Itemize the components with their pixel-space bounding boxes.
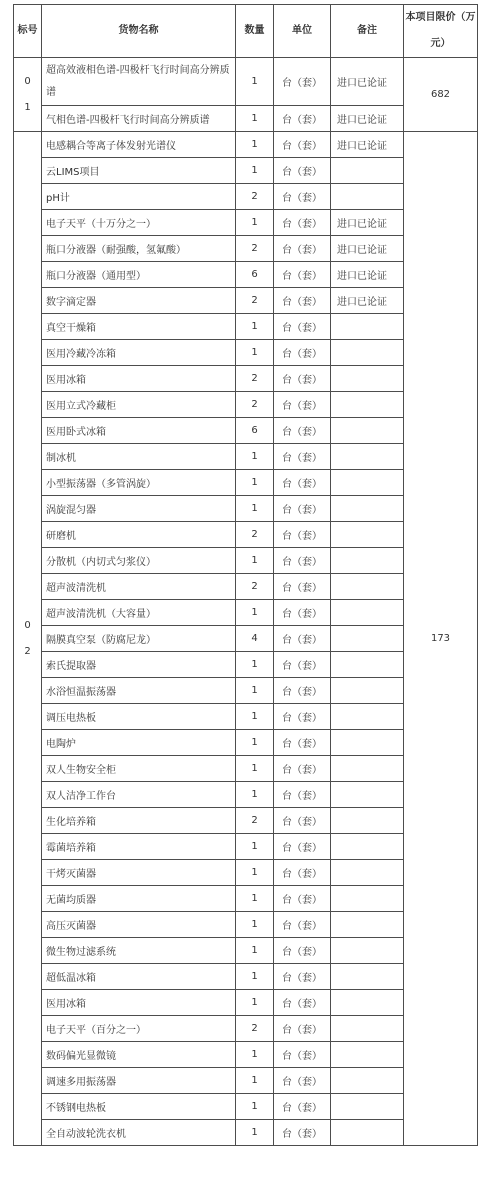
note-cell (331, 626, 404, 652)
note-cell: 进口已论证 (331, 288, 404, 314)
note-cell (331, 366, 404, 392)
quantity-cell: 1 (236, 886, 274, 912)
quantity-cell: 6 (236, 262, 274, 288)
quantity-cell: 1 (236, 912, 274, 938)
goods-name-cell: 电感耦合等离子体发射光谱仪 (42, 132, 236, 158)
note-cell (331, 990, 404, 1016)
unit-cell: 台（套） (274, 574, 331, 600)
goods-name-cell: 真空干燥箱 (42, 314, 236, 340)
note-cell (331, 158, 404, 184)
unit-cell: 台（套） (274, 444, 331, 470)
quantity-cell: 2 (236, 366, 274, 392)
note-cell (331, 1016, 404, 1042)
note-cell (331, 704, 404, 730)
goods-name-cell: 数码偏光显微镜 (42, 1042, 236, 1068)
goods-name-cell: 气相色谱-四极杆飞行时间高分辨质谱 (42, 106, 236, 132)
quantity-cell: 1 (236, 548, 274, 574)
note-cell: 进口已论证 (331, 236, 404, 262)
note-cell (331, 470, 404, 496)
unit-cell: 台（套） (274, 314, 331, 340)
note-cell (331, 886, 404, 912)
goods-name-cell: 分散机（内切式匀浆仪） (42, 548, 236, 574)
unit-cell: 台（套） (274, 1016, 331, 1042)
note-cell: 进口已论证 (331, 106, 404, 132)
group-index: 01 (14, 58, 42, 132)
goods-name-cell: 医用冰箱 (42, 366, 236, 392)
note-cell (331, 912, 404, 938)
goods-name-cell: 涡旋混匀器 (42, 496, 236, 522)
note-cell (331, 392, 404, 418)
goods-name-cell: 制冰机 (42, 444, 236, 470)
header-note: 备注 (331, 5, 404, 58)
note-cell (331, 444, 404, 470)
note-cell (331, 756, 404, 782)
quantity-cell: 1 (236, 1094, 274, 1120)
note-cell (331, 964, 404, 990)
goods-name-cell: 云LIMS项目 (42, 158, 236, 184)
note-cell (331, 834, 404, 860)
goods-name-cell: 干烤灭菌器 (42, 860, 236, 886)
quantity-cell: 1 (236, 1068, 274, 1094)
note-cell (331, 522, 404, 548)
quantity-cell: 1 (236, 704, 274, 730)
quantity-cell: 2 (236, 574, 274, 600)
goods-name-cell: 不锈钢电热板 (42, 1094, 236, 1120)
quantity-cell: 1 (236, 834, 274, 860)
note-cell: 进口已论证 (331, 58, 404, 106)
header-quantity: 数量 (236, 5, 274, 58)
note-cell (331, 340, 404, 366)
note-cell (331, 808, 404, 834)
goods-name-cell: 无菌均质器 (42, 886, 236, 912)
unit-cell: 台（套） (274, 782, 331, 808)
goods-name-cell: 电陶炉 (42, 730, 236, 756)
note-cell (331, 314, 404, 340)
goods-name-cell: 超低温冰箱 (42, 964, 236, 990)
quantity-cell: 1 (236, 444, 274, 470)
unit-cell: 台（套） (274, 886, 331, 912)
note-cell (331, 678, 404, 704)
quantity-cell: 1 (236, 990, 274, 1016)
unit-cell: 台（套） (274, 58, 331, 106)
unit-cell: 台（套） (274, 470, 331, 496)
quantity-cell: 1 (236, 860, 274, 886)
unit-cell: 台（套） (274, 834, 331, 860)
goods-name-cell: 医用立式冷藏柜 (42, 392, 236, 418)
goods-name-cell: 小型振荡器（多管涡旋） (42, 470, 236, 496)
quantity-cell: 1 (236, 652, 274, 678)
unit-cell: 台（套） (274, 964, 331, 990)
header-goods-name: 货物名称 (42, 5, 236, 58)
quantity-cell: 1 (236, 938, 274, 964)
quantity-cell: 6 (236, 418, 274, 444)
unit-cell: 台（套） (274, 626, 331, 652)
quantity-cell: 1 (236, 964, 274, 990)
table-row (14, 58, 478, 106)
goods-name-cell: 霉菌培养箱 (42, 834, 236, 860)
unit-cell: 台（套） (274, 990, 331, 1016)
goods-name-cell: 调压电热板 (42, 704, 236, 730)
quantity-cell: 2 (236, 236, 274, 262)
unit-cell: 台（套） (274, 1042, 331, 1068)
goods-name-cell: 水浴恒温振荡器 (42, 678, 236, 704)
unit-cell: 台（套） (274, 808, 331, 834)
note-cell (331, 860, 404, 886)
note-cell (331, 418, 404, 444)
unit-cell: 台（套） (274, 912, 331, 938)
goods-name-cell: 双人生物安全柜 (42, 756, 236, 782)
note-cell (331, 938, 404, 964)
goods-name-cell: 全自动波轮洗衣机 (42, 1120, 236, 1146)
goods-name-cell: pH计 (42, 184, 236, 210)
goods-name-cell: 高压灭菌器 (42, 912, 236, 938)
note-cell (331, 1094, 404, 1120)
unit-cell: 台（套） (274, 184, 331, 210)
goods-name-cell: 电子天平（十万分之一） (42, 210, 236, 236)
goods-name-cell: 超声波清洗机 (42, 574, 236, 600)
quantity-cell: 2 (236, 288, 274, 314)
unit-cell: 台（套） (274, 1068, 331, 1094)
goods-name-cell: 微生物过滤系统 (42, 938, 236, 964)
unit-cell: 台（套） (274, 418, 331, 444)
note-cell (331, 548, 404, 574)
quantity-cell: 1 (236, 1120, 274, 1146)
table-body (14, 58, 478, 1146)
quantity-cell: 2 (236, 392, 274, 418)
quantity-cell: 1 (236, 782, 274, 808)
goods-name-cell: 研磨机 (42, 522, 236, 548)
unit-cell: 台（套） (274, 1094, 331, 1120)
note-cell: 进口已论证 (331, 210, 404, 236)
note-cell (331, 574, 404, 600)
goods-name-cell: 医用冷藏冷冻箱 (42, 340, 236, 366)
unit-cell: 台（套） (274, 236, 331, 262)
goods-name-cell: 隔膜真空泵（防腐尼龙） (42, 626, 236, 652)
table-row (14, 132, 478, 158)
note-cell: 进口已论证 (331, 262, 404, 288)
goods-name-cell: 双人洁净工作台 (42, 782, 236, 808)
quantity-cell: 1 (236, 106, 274, 132)
note-cell (331, 496, 404, 522)
quantity-cell: 1 (236, 730, 274, 756)
note-cell (331, 730, 404, 756)
goods-name-cell: 瓶口分液器（耐强酸，氢氟酸） (42, 236, 236, 262)
goods-name-cell: 超声波清洗机（大容量） (42, 600, 236, 626)
note-cell (331, 600, 404, 626)
quantity-cell: 1 (236, 58, 274, 106)
note-cell (331, 1068, 404, 1094)
unit-cell: 台（套） (274, 522, 331, 548)
quantity-cell: 1 (236, 496, 274, 522)
quantity-cell: 2 (236, 1016, 274, 1042)
quantity-cell: 1 (236, 210, 274, 236)
quantity-cell: 2 (236, 184, 274, 210)
goods-name-cell: 超高效液相色谱-四极杆飞行时间高分辨质谱 (42, 58, 236, 106)
procurement-table (13, 4, 478, 1146)
unit-cell: 台（套） (274, 262, 331, 288)
goods-name-cell: 调速多用振荡器 (42, 1068, 236, 1094)
quantity-cell: 1 (236, 340, 274, 366)
group-price-limit: 173 (404, 132, 478, 1146)
header-price-limit: 本项目限价（万元） (404, 5, 478, 58)
unit-cell: 台（套） (274, 496, 331, 522)
goods-name-cell: 电子天平（百分之一） (42, 1016, 236, 1042)
note-cell (331, 1120, 404, 1146)
group-price-limit: 682 (404, 58, 478, 132)
group-index: 02 (14, 132, 42, 1146)
unit-cell: 台（套） (274, 288, 331, 314)
quantity-cell: 1 (236, 600, 274, 626)
unit-cell: 台（套） (274, 106, 331, 132)
quantity-cell: 1 (236, 132, 274, 158)
unit-cell: 台（套） (274, 158, 331, 184)
goods-name-cell: 数字滴定器 (42, 288, 236, 314)
quantity-cell: 2 (236, 522, 274, 548)
goods-name-cell: 生化培养箱 (42, 808, 236, 834)
unit-cell: 台（套） (274, 730, 331, 756)
unit-cell: 台（套） (274, 210, 331, 236)
unit-cell: 台（套） (274, 340, 331, 366)
unit-cell: 台（套） (274, 1120, 331, 1146)
unit-cell: 台（套） (274, 756, 331, 782)
unit-cell: 台（套） (274, 860, 331, 886)
table-header-row (14, 5, 478, 58)
quantity-cell: 1 (236, 470, 274, 496)
unit-cell: 台（套） (274, 678, 331, 704)
goods-name-cell: 医用卧式冰箱 (42, 418, 236, 444)
unit-cell: 台（套） (274, 132, 331, 158)
unit-cell: 台（套） (274, 600, 331, 626)
goods-name-cell: 医用冰箱 (42, 990, 236, 1016)
goods-name-cell: 瓶口分液器（通用型） (42, 262, 236, 288)
quantity-cell: 1 (236, 314, 274, 340)
note-cell (331, 782, 404, 808)
unit-cell: 台（套） (274, 366, 331, 392)
header-index: 标号 (14, 5, 42, 58)
quantity-cell: 2 (236, 808, 274, 834)
note-cell (331, 1042, 404, 1068)
note-cell: 进口已论证 (331, 132, 404, 158)
note-cell (331, 184, 404, 210)
quantity-cell: 1 (236, 1042, 274, 1068)
unit-cell: 台（套） (274, 548, 331, 574)
note-cell (331, 652, 404, 678)
unit-cell: 台（套） (274, 392, 331, 418)
header-unit: 单位 (274, 5, 331, 58)
unit-cell: 台（套） (274, 938, 331, 964)
quantity-cell: 1 (236, 678, 274, 704)
quantity-cell: 1 (236, 756, 274, 782)
quantity-cell: 1 (236, 158, 274, 184)
goods-name-cell: 索氏提取器 (42, 652, 236, 678)
unit-cell: 台（套） (274, 652, 331, 678)
unit-cell: 台（套） (274, 704, 331, 730)
quantity-cell: 4 (236, 626, 274, 652)
